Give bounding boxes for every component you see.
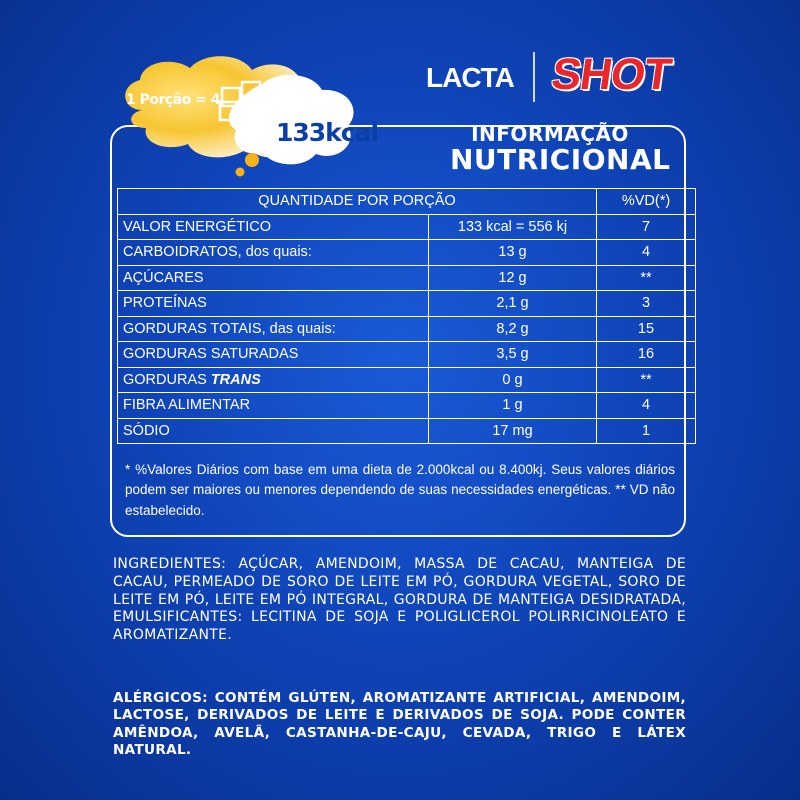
row-amount: 8,2 g [429,316,597,342]
row-vd: 1 [597,418,696,444]
serving-portion-label: 1 Porção = 4 [126,92,220,108]
row-amount: 13 g [429,240,597,266]
row-vd: ** [597,265,696,291]
row-vd: 4 [597,240,696,266]
chocolate-squares-icon [218,78,274,122]
row-name: SÓDIO [118,418,429,444]
footnote: * %Valores Diários com base em uma dieta de 2.000kcal ou 8.400kj. Seus valores diários podem ser maiores ou menores dependendo de suas necessidades energéticas. ** VD não estabelecido. [125,462,675,518]
brand-logo-lacta: LACTA [426,62,514,93]
header-vd: %VD(*) [597,189,696,215]
row-vd: 16 [597,342,696,368]
row-name-trans: TRANS [210,371,261,388]
row-vd: 3 [597,291,696,317]
row-amount: 2,1 g [429,291,597,317]
row-amount: 1 g [429,393,597,419]
serving-kcal: 133kcal [276,118,379,147]
nutrition-table [117,188,696,444]
row-name: CARBOIDRATOS, dos quais: [118,240,429,266]
row-vd: 15 [597,316,696,342]
row-name: FIBRA ALIMENTAR [118,393,429,419]
row-vd: 4 [597,393,696,419]
table-row [118,214,696,240]
row-amount: 12 g [429,265,597,291]
row-amount: 17 mg [429,418,597,444]
table-row [118,265,696,291]
row-amount: 133 kcal = 556 kj [429,214,597,240]
row-name-prefix: GORDURAS [123,371,211,388]
row-name: GORDURAS TOTAIS, das quais: [118,316,429,342]
table-row [118,316,696,342]
allergics-text: ALÉRGICOS: CONTÉM GLÚTEN, AROMATIZANTE ARTIFICIAL, AMENDOIM, LACTOSE, DERIVADOS DE LEITE E DERIVADOS DE SOJA. PODE CONTER AMÊNDOA, AVELÃ, CASTANHA-DE-CAJU, CEVADA, TRIGO E LÁTEX NATURAL. [113,690,686,758]
brand-divider [533,52,535,102]
table-row [118,342,696,368]
header-quantity: QUANTIDADE POR PORÇÃO [118,189,597,215]
row-amount: 3,5 g [429,342,597,368]
table-row [118,291,696,317]
row-amount: 0 g [429,367,597,393]
row-name [118,367,429,393]
row-name: GORDURAS SATURADAS [118,342,429,368]
row-name: PROTEÍNAS [118,291,429,317]
row-name: VALOR ENERGÉTICO [118,214,429,240]
table-row [118,393,696,419]
ingredients-text: INGREDIENTES: AÇÚCAR, AMENDOIM, MASSA DE CACAU, MANTEIGA DE CACAU, PERMEADO DE SORO DE LEITE EM PÓ, GORDURA VEGETAL, SORO DE LEITE EM PÓ, LEITE EM PÓ INTEGRAL, GORDURA DE MANTEIGA DESIDRATADA, EMULSIFICANTES: LECITINA DE SOJA E POLIGLICEROL POLIRRICINOLEATO E AROMATIZANTE. [113,556,686,644]
table-row [118,240,696,266]
nutrition-title-line1: INFORMAÇÃO [471,122,629,146]
nutrition-title [450,122,671,176]
row-vd: ** [597,367,696,393]
row-name: AÇÚCARES [118,265,429,291]
table-row [118,367,696,393]
nutrition-title-line2: NUTRICIONAL [450,143,671,176]
table-header-row [118,189,696,215]
row-vd: 7 [597,214,696,240]
brand-logo-shot: SHOT [548,50,674,99]
table-row [118,418,696,444]
